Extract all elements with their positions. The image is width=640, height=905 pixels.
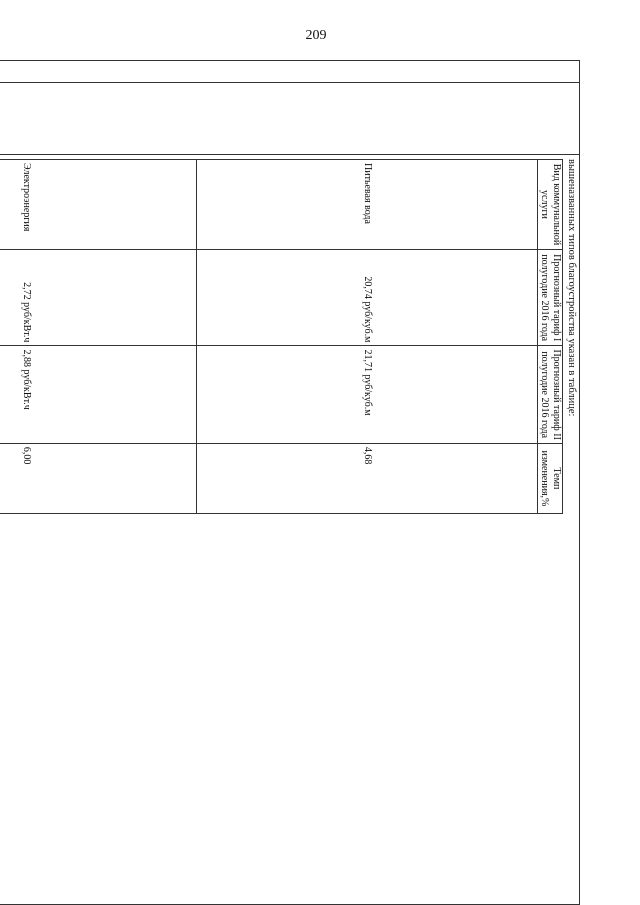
tariff-table	[0, 159, 563, 514]
tariff-cell: 21,71 руб/куб.м	[197, 346, 538, 443]
tariff-cell: 2,88 руб/кВт.ч	[0, 346, 197, 443]
rotated-table-region	[21, 60, 580, 905]
intro-text: вышеназванных типов благоустройства указан в таблице:	[566, 159, 577, 417]
tariff-cell: Питьевая вода	[197, 160, 538, 250]
tariff-header-row	[538, 160, 563, 514]
table-row-continuation	[0, 61, 580, 905]
cell-continuation-content	[0, 155, 580, 905]
cell-name-empty	[0, 83, 580, 155]
tariff-row	[197, 160, 538, 514]
page-number: 209	[305, 28, 327, 43]
main-table	[0, 60, 580, 905]
cell-num-empty	[0, 61, 580, 83]
tariff-header-h2: Прогнозный тариф II полугодие 2016 года	[538, 346, 563, 443]
tariff-cell: 6,00	[0, 443, 197, 513]
tariff-header-h1: Прогнозный тариф I полугодие 2016 года	[538, 249, 563, 345]
tariff-cell: 4,68	[197, 443, 538, 513]
tariff-header-service: Вид коммунальной услуги	[538, 160, 563, 250]
tariff-cell: 2,72 руб/кВт.ч	[0, 249, 197, 345]
tariff-header-rate: Темп изменения,%	[538, 443, 563, 513]
tariff-cell: 20,74 руб/куб.м	[197, 249, 538, 345]
tariff-cell: Электроэнергия	[0, 160, 197, 250]
tariff-row	[0, 160, 197, 514]
